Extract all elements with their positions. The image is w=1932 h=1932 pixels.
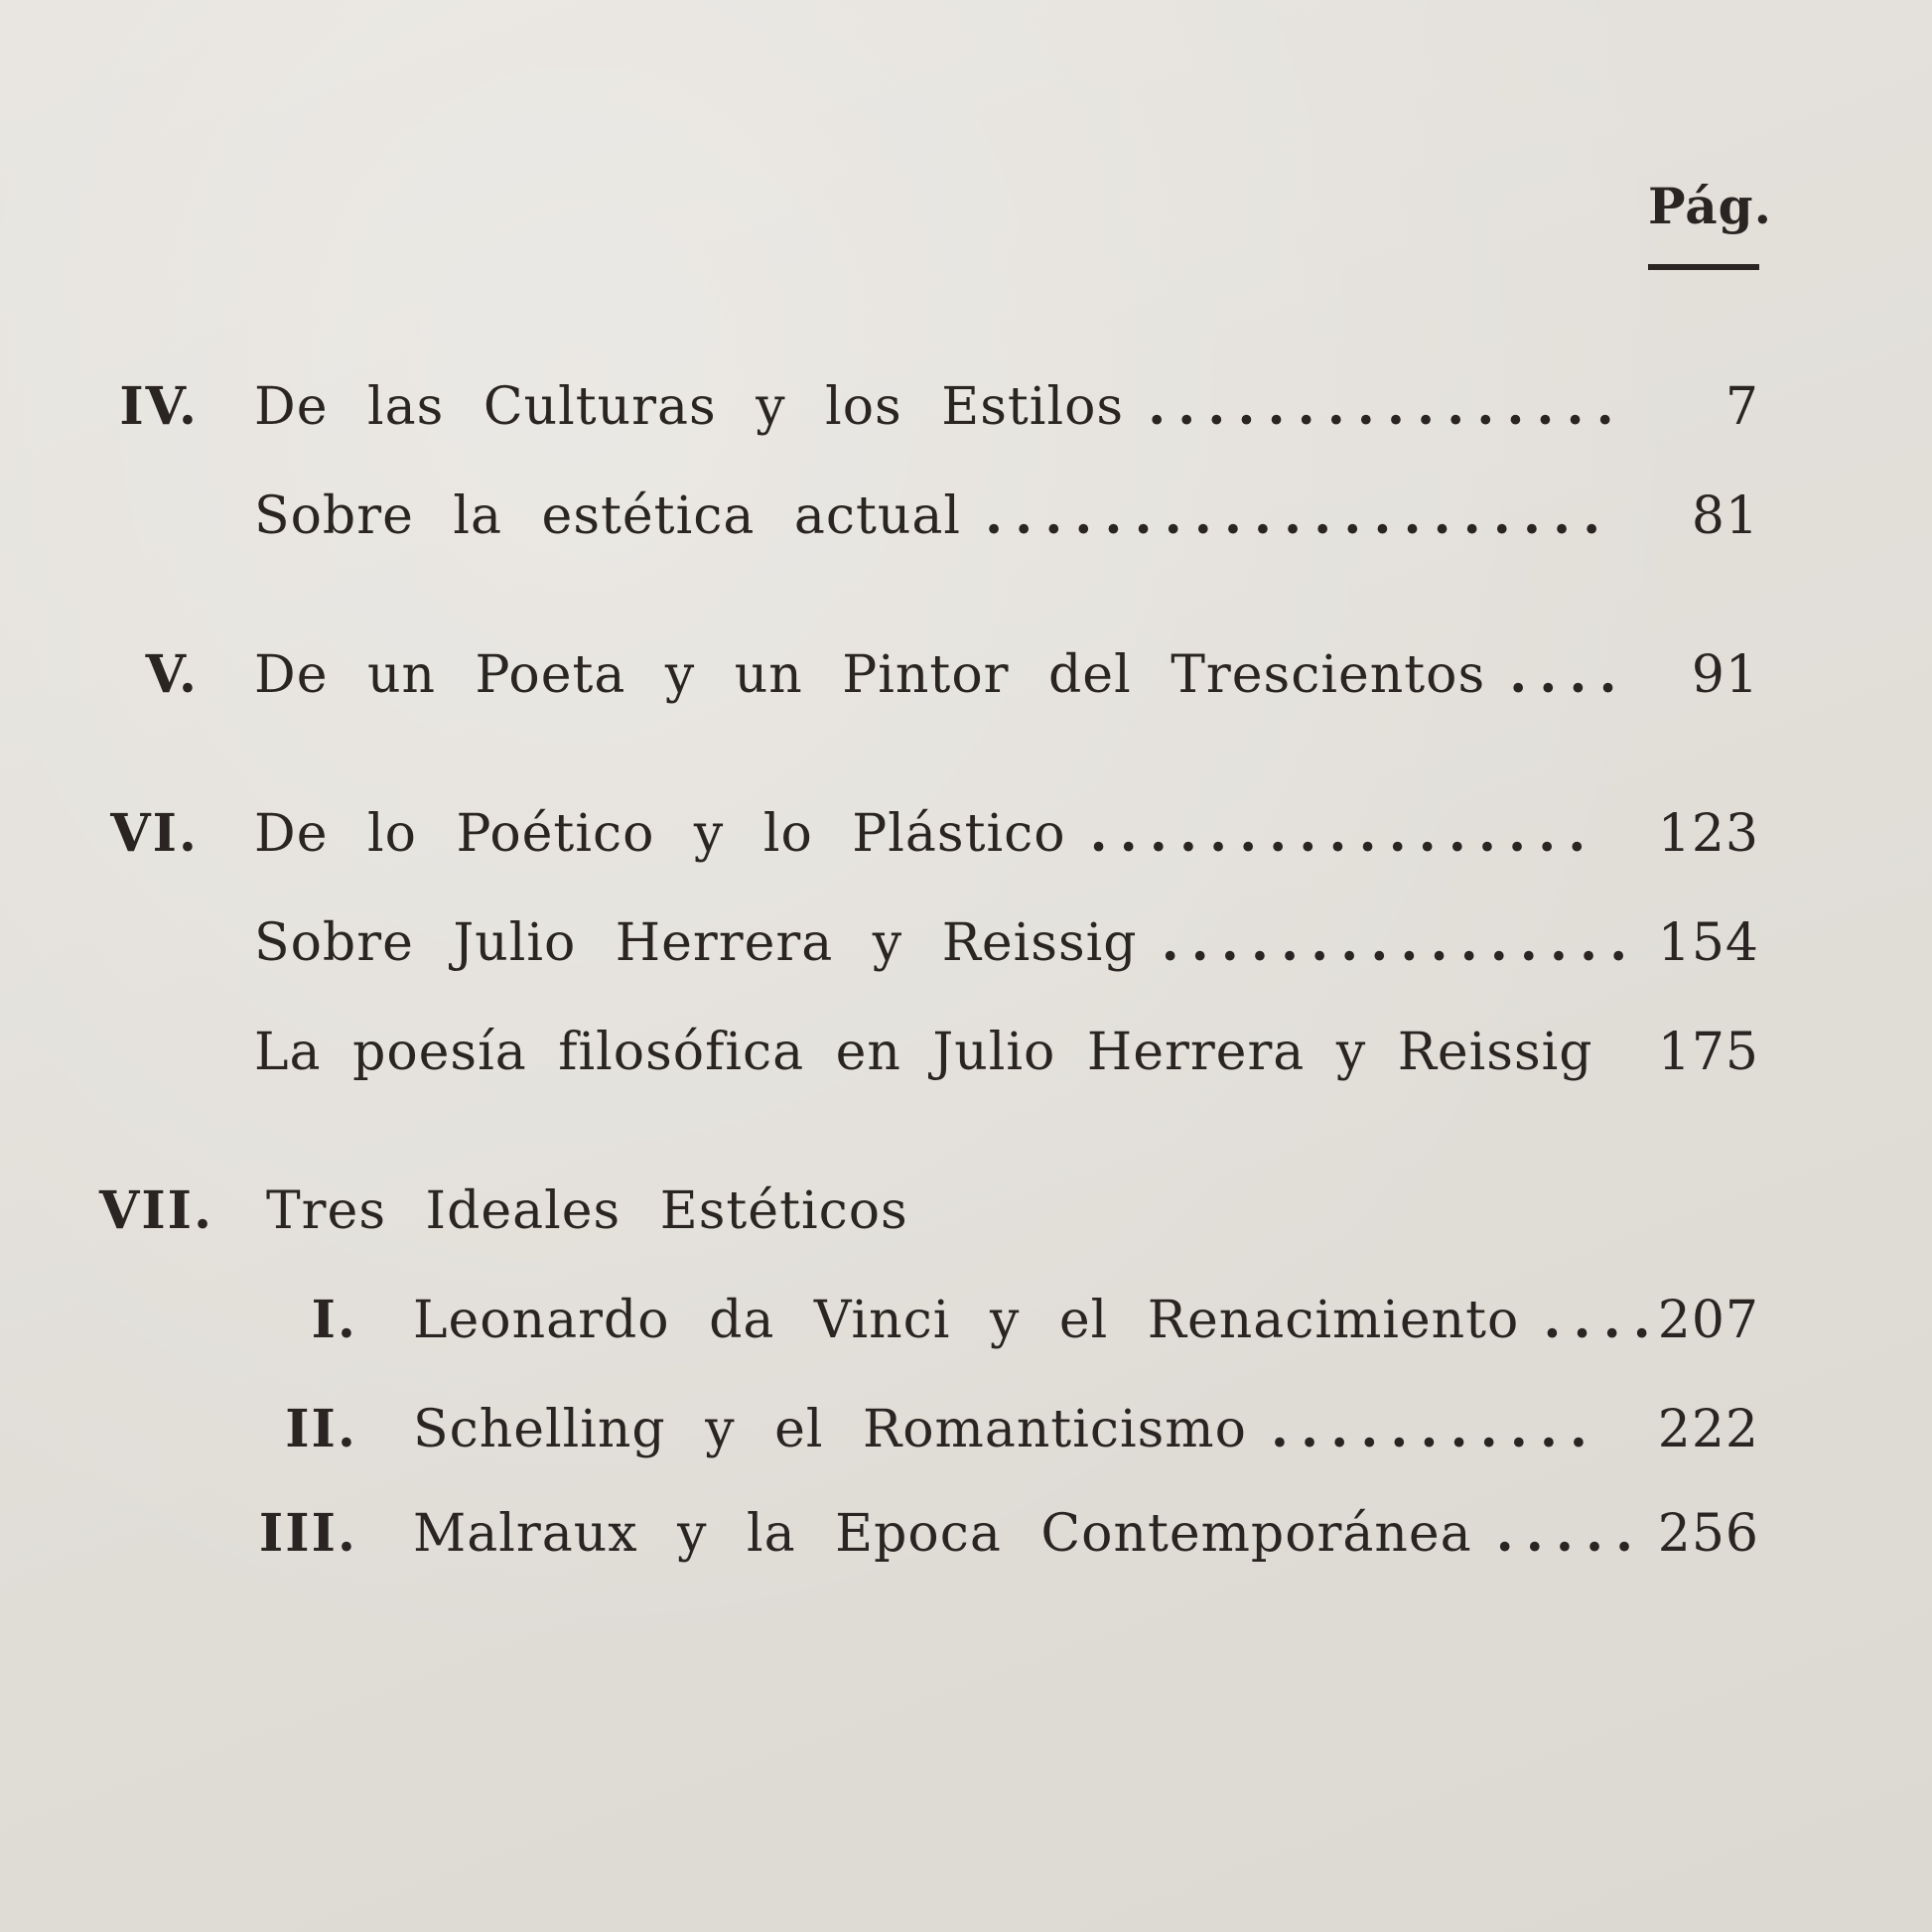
entry-title-line (266, 1176, 1358, 1246)
subsection-numeral: I. (311, 1290, 357, 1350)
dot-leader: ..... (1495, 1503, 1646, 1564)
dot-leader: ................. (1089, 803, 1598, 864)
entry-title: De las Culturas y los Estilos (254, 377, 1125, 437)
toc-subentry (99, 1499, 1759, 1569)
chapter-numeral: VII. (99, 1180, 214, 1241)
entry-title-line (413, 1286, 1664, 1355)
chapter-numeral: VI. (110, 803, 199, 864)
entry-title-line (254, 908, 1664, 978)
dot-leader: .... (1509, 644, 1629, 705)
page-number: 256 (1657, 1504, 1759, 1564)
dot-leader: ........... (1270, 1399, 1600, 1459)
chapter-numeral: IV. (119, 376, 199, 437)
toc-entry (99, 372, 1759, 442)
entry-title: De lo Poético y lo Plástico (254, 804, 1066, 864)
page-number: 7 (1725, 377, 1759, 437)
page-column-header: Pág. (1648, 177, 1773, 235)
header-underline (1648, 264, 1759, 270)
entry-title: Leonardo da Vinci y el Renacimiento (413, 1291, 1520, 1350)
subsection-numeral: III. (258, 1503, 357, 1564)
entry-title: Schelling y el Romanticismo (413, 1400, 1247, 1459)
toc-entry (99, 1018, 1759, 1087)
toc-subentry (99, 1286, 1759, 1355)
entry-title: De un Poeta y un Pintor del Trescientos (254, 645, 1486, 705)
page-number: 123 (1657, 804, 1759, 864)
entry-title-line (413, 1499, 1664, 1569)
entry-title-line (254, 640, 1664, 710)
entry-title: Sobre Julio Herrera y Reissig (254, 913, 1138, 973)
page-number: 81 (1691, 486, 1759, 546)
entry-title: Malraux y la Epoca Contemporánea (413, 1504, 1472, 1564)
dot-leader: .... (1543, 1290, 1663, 1350)
subsection-numeral: II. (285, 1399, 357, 1459)
page-number: 207 (1657, 1291, 1759, 1350)
toc-section-heading (99, 1176, 1759, 1246)
toc-entry (99, 482, 1759, 551)
entry-title-line (254, 1018, 1664, 1087)
entry-title: Tres Ideales Estéticos (266, 1181, 908, 1241)
entry-title-line (413, 1395, 1664, 1464)
page-number: 91 (1691, 645, 1759, 705)
page-number: 222 (1657, 1400, 1759, 1459)
toc-entry (99, 799, 1759, 869)
entry-title: La poesía filosófica en Julio Herrera y Reissig (254, 1023, 1593, 1082)
entry-title-line (254, 482, 1664, 551)
page-number: 175 (1657, 1023, 1759, 1082)
toc-subentry (99, 1395, 1759, 1464)
toc-entry (99, 640, 1759, 710)
dot-leader: ................ (1148, 376, 1626, 437)
dot-leader: ..................... (985, 485, 1613, 546)
page-number: 154 (1657, 913, 1759, 973)
toc-entry (99, 908, 1759, 978)
entry-title-line (254, 799, 1664, 869)
entry-title: Sobre la estética actual (254, 486, 961, 546)
dot-leader: ................ (1161, 912, 1640, 973)
entry-title-line (254, 372, 1664, 442)
chapter-numeral: V. (145, 644, 199, 705)
